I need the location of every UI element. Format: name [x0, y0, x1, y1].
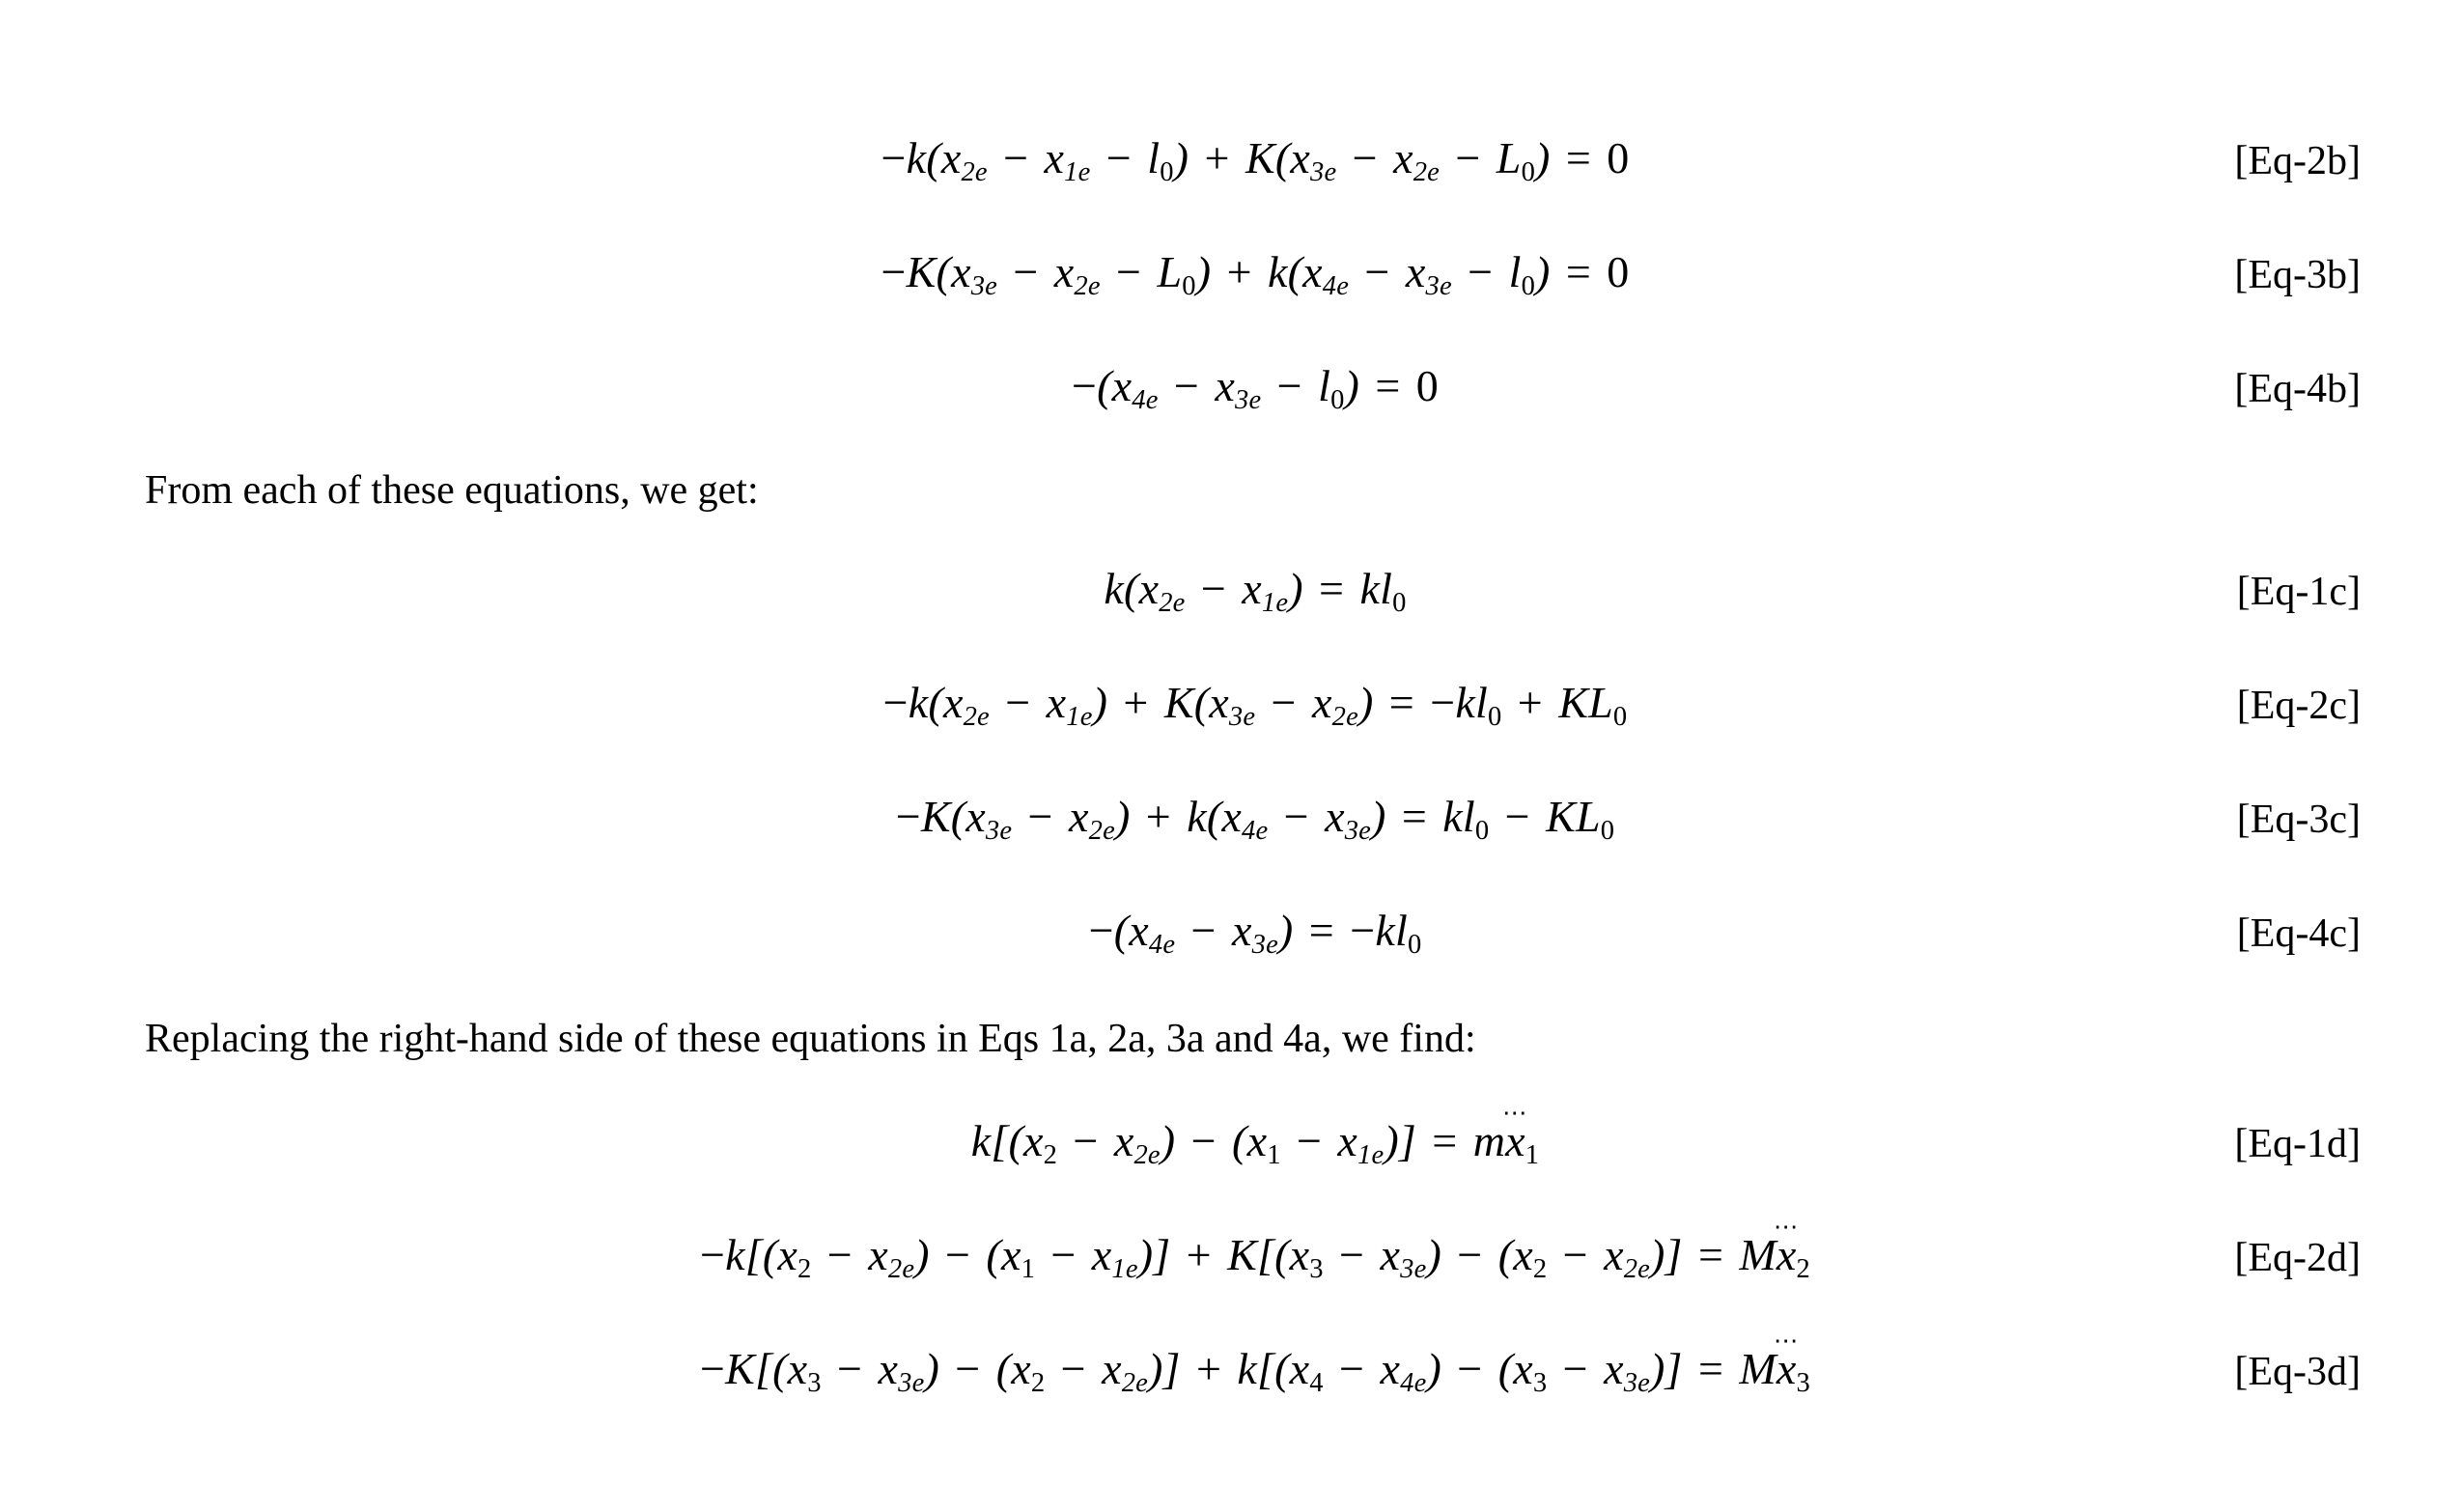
equation-4b-math: $-(x_{4e} - x_{3e} - l_0) = 0$ [1071, 360, 1439, 415]
equation-tag-2b: [Eq-2b] [2234, 139, 2361, 183]
paragraph-from-each: From each of these equations, we get: [145, 468, 759, 513]
equation-tag-3d: [Eq-3d] [2234, 1350, 2361, 1394]
equation-2b-math: $-k(x_{2e} - x_{1e} - l_0) + K(x_{3e} - x_{2e} - L_0) = 0$ [881, 132, 1630, 187]
equation-tag-3c: [Eq-3c] [2236, 798, 2361, 842]
equation-tag-4b: [Eq-4b] [2234, 367, 2361, 411]
equation-tag-4c: [Eq-4c] [2236, 911, 2361, 956]
equation-row-2c [0, 649, 2462, 763]
equation-tag-1d: [Eq-1d] [2234, 1122, 2361, 1166]
equation-3b-math: $-K(x_{3e} - x_{2e} - L_0) + k(x_{4e} - x_{3e} - l_0) = 0$ [881, 246, 1630, 301]
equation-row-1d [0, 1087, 2462, 1201]
equation-row-4c [0, 877, 2462, 991]
equation-row-1c [0, 535, 2462, 649]
equation-2d-math: $-k[(x_2 - x_{2e}) - (x_1 - x_{1e})] + K[(x_3 - x_{3e}) - (x_2 - x_{2e})] = M$ ⋯ $x_2$ [699, 1213, 1811, 1284]
equation-tag-1c: [Eq-1c] [2236, 570, 2361, 614]
equation-tag-3b: [Eq-3b] [2234, 253, 2361, 297]
equation-3d-math: $-K[(x_3 - x_{3e}) - (x_2 - x_{2e})] + k[(x_4 - x_{4e}) - (x_3 - x_{3e})] = M$ ⋯ $x_3$ [699, 1327, 1811, 1398]
equation-row-3c [0, 763, 2462, 877]
equation-1c-math: $k(x_{2e} - x_{1e}) = kl_0$ [1104, 563, 1407, 618]
equation-3c-math: $-K(x_{3e} - x_{2e}) + k(x_{4e} - x_{3e}) = kl_0 - KL_0$ [895, 791, 1615, 846]
equation-row-2b [0, 104, 2462, 218]
equation-row-3b [0, 218, 2462, 332]
equation-row-3d [0, 1315, 2462, 1429]
equation-1d-math: $k[(x_2 - x_{2e}) - (x_1 - x_{1e})] = m$ ⋯ $x_1$ [970, 1099, 1540, 1170]
equation-2c-math: $-k(x_{2e} - x_{1e}) + K(x_{3e} - x_{2e}) = -kl_0 + KL_0$ [882, 677, 1628, 732]
paragraph-replacing: Replacing the right-hand side of these equations in Eqs 1a, 2a, 3a and 4a, we find: [145, 1017, 1476, 1061]
equation-tag-2c: [Eq-2c] [2236, 684, 2361, 728]
equation-row-4b [0, 332, 2462, 446]
equation-row-2d [0, 1201, 2462, 1315]
equation-tag-2d: [Eq-2d] [2234, 1236, 2361, 1280]
equation-4c-math: $-(x_{4e} - x_{3e}) = -kl_0$ [1088, 905, 1422, 960]
